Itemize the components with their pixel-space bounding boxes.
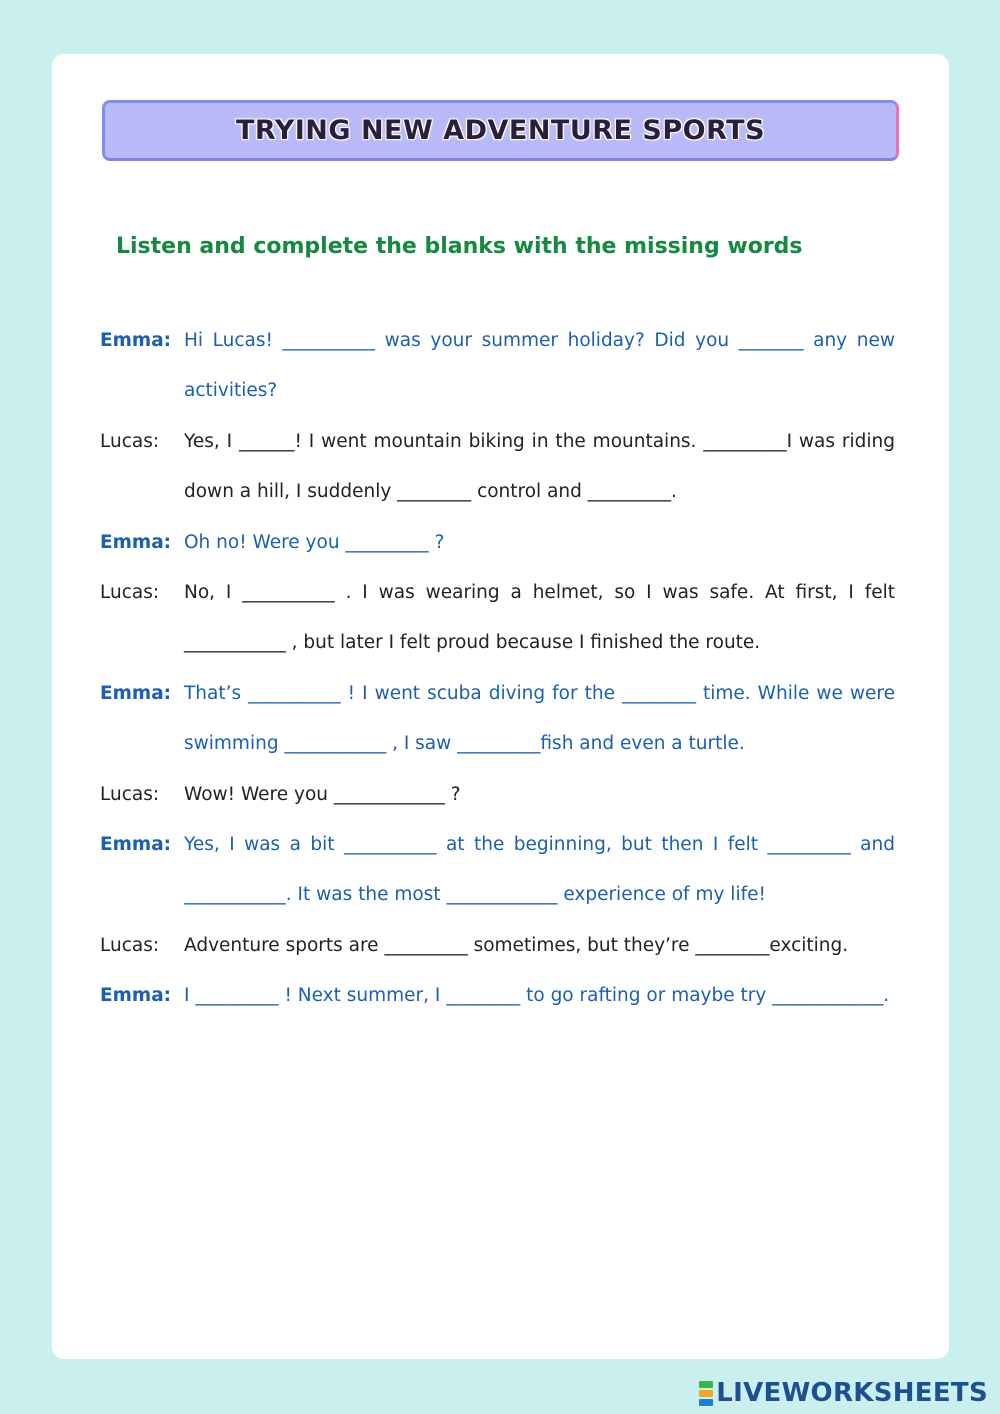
speech-text: No, I __________ . I was wearing a helmet, so I was safe. At first, I felt ___________ , but later I felt proud because I finished the route.: [184, 582, 895, 654]
speaker-name: Emma:: [100, 531, 172, 553]
speech-text: Hi Lucas! __________ was your summer holiday? Did you _______ any new activities?: [184, 330, 895, 402]
liveworksheets-logo: [699, 1378, 988, 1408]
worksheet-title: TRYING NEW ADVENTURE SPORTS: [235, 115, 766, 146]
speaker-name: Emma:: [100, 682, 172, 704]
logo-icon: [699, 1380, 713, 1407]
dialogue-line: [100, 921, 895, 971]
speech-text: Wow! Were you ____________ ?: [184, 783, 461, 805]
dialogue-line: [100, 316, 895, 417]
speech-text: I _________ ! Next summer, I ________ to go rafting or maybe try ____________.: [184, 985, 890, 1007]
title-banner: [102, 100, 899, 161]
speech-text: Oh no! Were you _________ ?: [184, 531, 445, 553]
dialogue-line: [100, 568, 895, 669]
speaker-name: Emma:: [100, 834, 172, 856]
speech-text: Yes, I was a bit __________ at the beginning, but then I felt _________ and ___________. It was the most ____________ experience of my life!: [184, 834, 895, 906]
dialogue-line: [100, 518, 895, 568]
speaker-name: Lucas:: [100, 934, 160, 956]
speaker-name: Emma:: [100, 330, 172, 351]
speech-text: That’s __________ ! I went scuba diving for the ________ time. While we were swimming ___________ , I saw _________fish and even a turtle.: [184, 682, 895, 755]
dialogue: [100, 316, 895, 1022]
dialogue-line: [100, 820, 895, 921]
instruction-text: Listen and complete the blanks with the missing words: [116, 234, 803, 259]
logo-text: LIVEWORKSHEETS: [716, 1378, 988, 1408]
speech-text: Adventure sports are _________ sometimes, but they’re ________exciting.: [184, 934, 849, 956]
dialogue-line: [100, 417, 895, 518]
dialogue-line: [100, 971, 895, 1021]
speaker-name: Lucas:: [100, 783, 160, 805]
speaker-name: Lucas:: [100, 582, 160, 604]
dialogue-line: [100, 770, 895, 820]
worksheet-page: [52, 54, 949, 1359]
dialogue-line: [100, 669, 895, 770]
speaker-name: Emma:: [100, 985, 172, 1007]
speaker-name: Lucas:: [100, 430, 160, 452]
speech-text: Yes, I ______! I went mountain biking in the mountains. _________I was riding down a hill, I suddenly ________ control and _________.: [184, 430, 895, 503]
